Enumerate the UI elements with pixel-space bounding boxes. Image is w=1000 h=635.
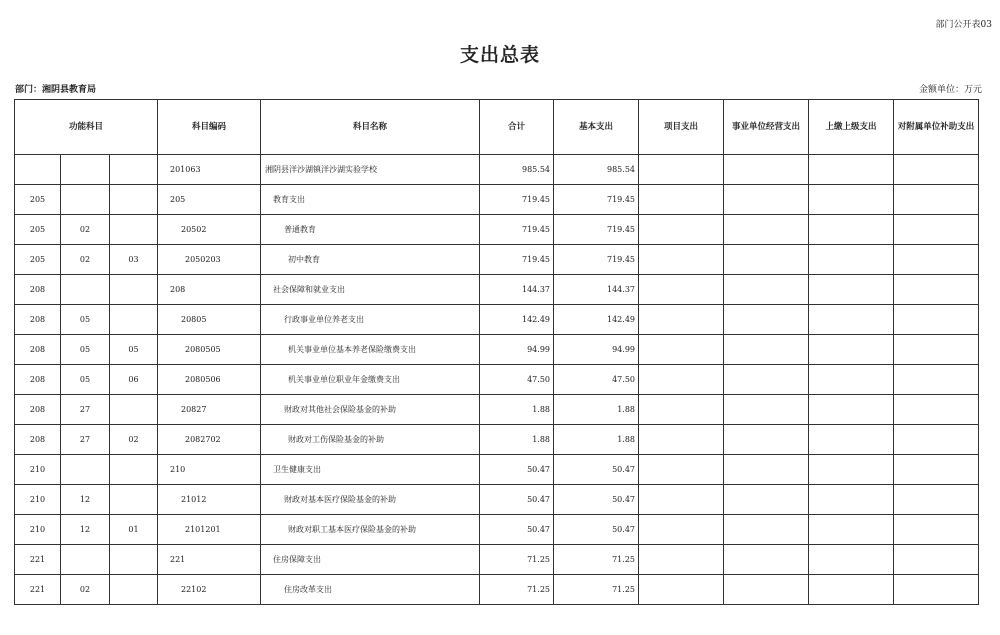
business-cell	[724, 305, 809, 335]
func-class-cell: 205	[15, 185, 61, 215]
func-sub-cell: 06	[110, 365, 158, 395]
subsidy-cell	[894, 335, 979, 365]
subsidy-cell	[894, 185, 979, 215]
subsidy-cell	[894, 515, 979, 545]
upper-cell	[809, 365, 894, 395]
basic-cell: 71.25	[554, 575, 639, 605]
upper-cell	[809, 335, 894, 365]
code-cell: 221	[158, 545, 261, 575]
upper-cell	[809, 155, 894, 185]
code-cell: 208	[158, 275, 261, 305]
business-cell	[724, 575, 809, 605]
subsidy-cell	[894, 155, 979, 185]
table-row	[15, 545, 979, 575]
func-class-cell: 208	[15, 305, 61, 335]
table-row	[15, 455, 979, 485]
total-cell: 50.47	[480, 485, 554, 515]
name-cell: 财政对工伤保险基金的补助	[261, 425, 480, 455]
code-cell: 2101201	[158, 515, 261, 545]
func-class-cell: 205	[15, 245, 61, 275]
page-title: 支出总表	[459, 44, 540, 66]
func-sub-cell	[110, 155, 158, 185]
code-cell: 2082702	[158, 425, 261, 455]
basic-cell: 50.47	[554, 515, 639, 545]
func-item-cell	[61, 185, 110, 215]
project-cell	[639, 215, 724, 245]
subsidy-cell	[894, 545, 979, 575]
upper-cell	[809, 455, 894, 485]
table-row	[15, 275, 979, 305]
func-item-cell: 27	[61, 425, 110, 455]
project-cell	[639, 485, 724, 515]
form-number: 部门公开表03	[935, 20, 992, 30]
table-header-row	[15, 100, 979, 155]
total-cell: 71.25	[480, 545, 554, 575]
func-sub-cell	[110, 305, 158, 335]
basic-cell: 1.88	[554, 395, 639, 425]
project-cell	[639, 305, 724, 335]
func-sub-cell: 05	[110, 335, 158, 365]
name-cell: 财政对职工基本医疗保险基金的补助	[261, 515, 480, 545]
total-cell: 144.37	[480, 275, 554, 305]
header-upper: 上缴上级支出	[809, 100, 894, 155]
basic-cell: 719.45	[554, 215, 639, 245]
project-cell	[639, 245, 724, 275]
business-cell	[724, 275, 809, 305]
func-class-cell: 221	[15, 545, 61, 575]
table-row	[15, 575, 979, 605]
func-sub-cell: 03	[110, 245, 158, 275]
code-cell: 2050203	[158, 245, 261, 275]
total-cell: 142.49	[480, 305, 554, 335]
basic-cell: 71.25	[554, 545, 639, 575]
name-cell: 卫生健康支出	[261, 455, 480, 485]
name-cell: 普通教育	[261, 215, 480, 245]
table-row	[15, 185, 979, 215]
func-sub-cell	[110, 545, 158, 575]
code-cell: 205	[158, 185, 261, 215]
func-sub-cell	[110, 215, 158, 245]
business-cell	[724, 395, 809, 425]
upper-cell	[809, 575, 894, 605]
expenditure-table	[14, 99, 979, 605]
basic-cell: 144.37	[554, 275, 639, 305]
code-cell: 2080506	[158, 365, 261, 395]
subsidy-cell	[894, 455, 979, 485]
name-cell: 机关事业单位基本养老保险缴费支出	[261, 335, 480, 365]
project-cell	[639, 395, 724, 425]
project-cell	[639, 425, 724, 455]
subsidy-cell	[894, 425, 979, 455]
name-cell: 湘阴县洋沙湖镇洋沙湖实验学校	[261, 155, 480, 185]
basic-cell: 47.50	[554, 365, 639, 395]
business-cell	[724, 215, 809, 245]
code-cell: 20502	[158, 215, 261, 245]
business-cell	[724, 485, 809, 515]
unit-label: 金额单位：万元	[918, 85, 982, 95]
name-cell: 财政对基本医疗保险基金的补助	[261, 485, 480, 515]
business-cell	[724, 365, 809, 395]
func-class-cell: 205	[15, 215, 61, 245]
table-row	[15, 485, 979, 515]
department-label: 部门：湘阴县教育局	[15, 85, 97, 95]
basic-cell: 985.54	[554, 155, 639, 185]
table-row	[15, 395, 979, 425]
code-cell: 21012	[158, 485, 261, 515]
total-cell: 50.47	[480, 455, 554, 485]
subsidy-cell	[894, 245, 979, 275]
project-cell	[639, 455, 724, 485]
func-sub-cell	[110, 395, 158, 425]
business-cell	[724, 425, 809, 455]
func-class-cell: 210	[15, 485, 61, 515]
func-class-cell: 210	[15, 515, 61, 545]
code-cell: 22102	[158, 575, 261, 605]
upper-cell	[809, 515, 894, 545]
upper-cell	[809, 245, 894, 275]
header-name: 科目名称	[261, 100, 480, 155]
upper-cell	[809, 395, 894, 425]
total-cell: 1.88	[480, 395, 554, 425]
basic-cell: 50.47	[554, 455, 639, 485]
func-item-cell: 27	[61, 395, 110, 425]
header-total: 合计	[480, 100, 554, 155]
name-cell: 住房保障支出	[261, 545, 480, 575]
total-cell: 71.25	[480, 575, 554, 605]
subsidy-cell	[894, 365, 979, 395]
basic-cell: 719.45	[554, 185, 639, 215]
header-basic: 基本支出	[554, 100, 639, 155]
func-item-cell: 12	[61, 485, 110, 515]
header-business: 事业单位经营支出	[724, 100, 809, 155]
business-cell	[724, 335, 809, 365]
func-item-cell	[61, 275, 110, 305]
func-sub-cell: 01	[110, 515, 158, 545]
func-class-cell: 208	[15, 395, 61, 425]
func-item-cell	[61, 545, 110, 575]
func-item-cell	[61, 155, 110, 185]
header-project: 项目支出	[639, 100, 724, 155]
upper-cell	[809, 215, 894, 245]
upper-cell	[809, 425, 894, 455]
func-class-cell: 221	[15, 575, 61, 605]
basic-cell: 719.45	[554, 245, 639, 275]
basic-cell: 1.88	[554, 425, 639, 455]
project-cell	[639, 545, 724, 575]
func-class-cell: 208	[15, 275, 61, 305]
name-cell: 财政对其他社会保险基金的补助	[261, 395, 480, 425]
func-class-cell: 208	[15, 335, 61, 365]
subsidy-cell	[894, 395, 979, 425]
name-cell: 住房改革支出	[261, 575, 480, 605]
name-cell: 社会保障和就业支出	[261, 275, 480, 305]
table-row	[15, 245, 979, 275]
func-sub-cell	[110, 575, 158, 605]
code-cell: 20805	[158, 305, 261, 335]
func-sub-cell: 02	[110, 425, 158, 455]
project-cell	[639, 515, 724, 545]
table-row	[15, 335, 979, 365]
name-cell: 行政事业单位养老支出	[261, 305, 480, 335]
func-class-cell	[15, 155, 61, 185]
project-cell	[639, 365, 724, 395]
func-item-cell	[61, 455, 110, 485]
business-cell	[724, 515, 809, 545]
header-subsidy: 对附属单位补助支出	[894, 100, 979, 155]
name-cell: 教育支出	[261, 185, 480, 215]
func-item-cell: 05	[61, 365, 110, 395]
upper-cell	[809, 305, 894, 335]
subsidy-cell	[894, 485, 979, 515]
func-item-cell: 02	[61, 575, 110, 605]
func-sub-cell	[110, 185, 158, 215]
total-cell: 94.99	[480, 335, 554, 365]
name-cell: 初中教育	[261, 245, 480, 275]
total-cell: 985.54	[480, 155, 554, 185]
project-cell	[639, 185, 724, 215]
business-cell	[724, 245, 809, 275]
code-cell: 2080505	[158, 335, 261, 365]
func-item-cell: 02	[61, 215, 110, 245]
total-cell: 50.47	[480, 515, 554, 545]
project-cell	[639, 575, 724, 605]
business-cell	[724, 455, 809, 485]
table-row	[15, 365, 979, 395]
subsidy-cell	[894, 575, 979, 605]
subsidy-cell	[894, 215, 979, 245]
func-sub-cell	[110, 485, 158, 515]
table-row	[15, 515, 979, 545]
table-row	[15, 425, 979, 455]
business-cell	[724, 155, 809, 185]
func-sub-cell	[110, 275, 158, 305]
basic-cell: 50.47	[554, 485, 639, 515]
business-cell	[724, 185, 809, 215]
code-cell: 201063	[158, 155, 261, 185]
project-cell	[639, 275, 724, 305]
total-cell: 719.45	[480, 215, 554, 245]
func-item-cell: 12	[61, 515, 110, 545]
total-cell: 1.88	[480, 425, 554, 455]
name-cell: 机关事业单位职业年金缴费支出	[261, 365, 480, 395]
basic-cell: 142.49	[554, 305, 639, 335]
func-class-cell: 208	[15, 365, 61, 395]
total-cell: 719.45	[480, 185, 554, 215]
code-cell: 210	[158, 455, 261, 485]
upper-cell	[809, 185, 894, 215]
func-class-cell: 208	[15, 425, 61, 455]
table-row	[15, 305, 979, 335]
upper-cell	[809, 485, 894, 515]
business-cell	[724, 545, 809, 575]
func-item-cell: 05	[61, 335, 110, 365]
func-item-cell: 05	[61, 305, 110, 335]
upper-cell	[809, 545, 894, 575]
total-cell: 719.45	[480, 245, 554, 275]
subsidy-cell	[894, 275, 979, 305]
header-func: 功能科目	[15, 100, 158, 155]
table-row	[15, 215, 979, 245]
total-cell: 47.50	[480, 365, 554, 395]
project-cell	[639, 335, 724, 365]
func-class-cell: 210	[15, 455, 61, 485]
subsidy-cell	[894, 305, 979, 335]
basic-cell: 94.99	[554, 335, 639, 365]
upper-cell	[809, 275, 894, 305]
func-sub-cell	[110, 455, 158, 485]
table-row	[15, 155, 979, 185]
func-item-cell: 02	[61, 245, 110, 275]
header-code: 科目编码	[158, 100, 261, 155]
project-cell	[639, 155, 724, 185]
code-cell: 20827	[158, 395, 261, 425]
